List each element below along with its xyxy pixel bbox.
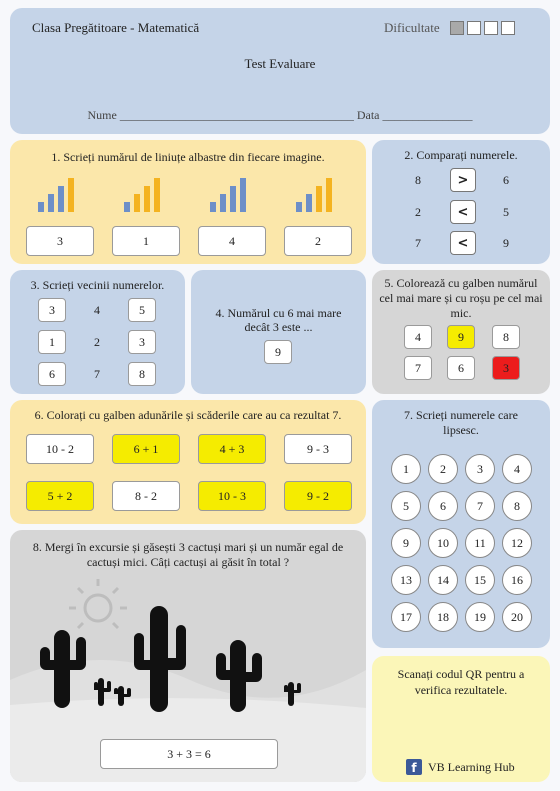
exercise-7-instruction: 7. Scrieți numerele care lipsesc. bbox=[404, 408, 518, 437]
number-circle[interactable]: 17 bbox=[391, 602, 421, 632]
compare-right: 9 bbox=[503, 236, 509, 250]
color-number-box[interactable]: 8 bbox=[492, 325, 520, 349]
number-circle[interactable]: 18 bbox=[428, 602, 458, 632]
number-circle[interactable]: 2 bbox=[428, 454, 458, 484]
number-circle[interactable]: 15 bbox=[465, 565, 495, 595]
neighbor-center: 7 bbox=[94, 367, 100, 381]
number-circle[interactable]: 9 bbox=[391, 528, 421, 558]
exercise-5-card bbox=[372, 270, 550, 394]
neighbor-box[interactable]: 3 bbox=[38, 298, 66, 322]
number-circle[interactable]: 8 bbox=[502, 491, 532, 521]
exercise-8-card bbox=[10, 530, 366, 782]
exercise-5-instruction: 5. Colorează cu galben numărul cel mai mare și cu roșu pe cel mai mic. bbox=[379, 276, 543, 320]
compare-sign[interactable]: < bbox=[450, 231, 476, 255]
blue-bar bbox=[210, 202, 216, 212]
difficulty-box bbox=[501, 21, 515, 35]
neighbor-box[interactable]: 6 bbox=[38, 362, 66, 386]
exercise-4-instruction: 4. Numărul cu 6 mai mare decât 3 este ... bbox=[215, 306, 342, 334]
blue-bar bbox=[124, 202, 130, 212]
expression-box[interactable]: 10 - 3 bbox=[198, 481, 266, 511]
exercise-2-card bbox=[372, 140, 550, 264]
exercise-1-instruction: 1. Scrieți numărul de liniuțe albastre din fiecare imagine. bbox=[51, 150, 325, 164]
neighbor-box[interactable]: 8 bbox=[128, 362, 156, 386]
header-card bbox=[10, 8, 550, 134]
number-circle[interactable]: 13 bbox=[391, 565, 421, 595]
expression-box[interactable]: 9 - 2 bbox=[284, 481, 352, 511]
color-number-box[interactable]: 3 bbox=[492, 356, 520, 380]
answer-box[interactable]: 1 bbox=[112, 226, 180, 256]
number-circle[interactable]: 7 bbox=[465, 491, 495, 521]
answer-box[interactable]: 9 bbox=[264, 340, 292, 364]
difficulty-label: Dificultate bbox=[384, 20, 440, 35]
yellow-bar bbox=[68, 178, 74, 212]
answer-box[interactable]: 4 bbox=[198, 226, 266, 256]
number-circle[interactable]: 6 bbox=[428, 491, 458, 521]
facebook-icon[interactable] bbox=[406, 759, 422, 775]
compare-sign[interactable]: > bbox=[450, 168, 476, 192]
exercise-8-instruction: 8. Mergi în excursie și găsești 3 cactuși mari și un număr egal de cactuși mici. Câți cactuși ai găsit în total ? bbox=[32, 540, 344, 569]
bar-image bbox=[38, 174, 82, 212]
compare-left: 8 bbox=[415, 173, 421, 187]
neighbor-box[interactable]: 1 bbox=[38, 330, 66, 354]
facebook-glyph: f bbox=[411, 761, 417, 775]
blue-bar bbox=[306, 194, 312, 212]
difficulty-box-filled bbox=[450, 21, 464, 35]
yellow-bar bbox=[144, 186, 150, 212]
number-circle[interactable]: 4 bbox=[502, 454, 532, 484]
expression-box[interactable]: 5 + 2 bbox=[26, 481, 94, 511]
blue-bar bbox=[296, 202, 302, 212]
name-date-line[interactable]: Nume _______________________________________ Data _______________ bbox=[87, 108, 473, 122]
yellow-bar bbox=[134, 194, 140, 212]
neighbor-box[interactable]: 3 bbox=[128, 330, 156, 354]
number-circle[interactable]: 11 bbox=[465, 528, 495, 558]
compare-left: 7 bbox=[415, 236, 421, 250]
expression-box[interactable]: 9 - 3 bbox=[284, 434, 352, 464]
expression-box[interactable]: 8 - 2 bbox=[112, 481, 180, 511]
subject-title: Clasa Pregătitoare - Matematică bbox=[32, 20, 200, 35]
blue-bar bbox=[220, 194, 226, 212]
compare-sign[interactable]: < bbox=[450, 200, 476, 224]
exercise-1-card bbox=[10, 140, 366, 264]
blue-bar bbox=[48, 194, 54, 212]
bar-image bbox=[210, 174, 254, 212]
number-circle[interactable]: 1 bbox=[391, 454, 421, 484]
neighbor-center: 2 bbox=[94, 335, 100, 349]
yellow-bar bbox=[154, 178, 160, 212]
number-circle[interactable]: 10 bbox=[428, 528, 458, 558]
exercise-3-instruction: 3. Scrieți vecinii numerelor. bbox=[30, 278, 165, 292]
blue-bar bbox=[230, 186, 236, 212]
number-circle[interactable]: 12 bbox=[502, 528, 532, 558]
answer-box[interactable]: 3 + 3 = 6 bbox=[100, 739, 278, 769]
blue-bar bbox=[240, 178, 246, 212]
neighbor-center: 4 bbox=[94, 303, 100, 317]
difficulty-box bbox=[467, 21, 481, 35]
number-circle[interactable]: 20 bbox=[502, 602, 532, 632]
exercise-4-card bbox=[191, 270, 366, 394]
qr-text: Scanați codul QR pentru a verifica rezultatele. bbox=[397, 667, 525, 697]
yellow-bar bbox=[316, 186, 322, 212]
number-circle[interactable]: 16 bbox=[502, 565, 532, 595]
compare-right: 5 bbox=[503, 205, 509, 219]
yellow-bar bbox=[326, 178, 332, 212]
blue-bar bbox=[58, 186, 64, 212]
compare-left: 2 bbox=[415, 205, 421, 219]
exercise-2-instruction: 2. Comparați numerele. bbox=[404, 148, 518, 162]
color-number-box[interactable]: 6 bbox=[447, 356, 475, 380]
answer-box[interactable]: 2 bbox=[284, 226, 352, 256]
number-circle[interactable]: 5 bbox=[391, 491, 421, 521]
expression-box[interactable]: 10 - 2 bbox=[26, 434, 94, 464]
number-circle[interactable]: 3 bbox=[465, 454, 495, 484]
exercise-3-card bbox=[10, 270, 185, 394]
expression-box[interactable]: 4 + 3 bbox=[198, 434, 266, 464]
bar-image bbox=[296, 174, 340, 212]
qr-card bbox=[372, 656, 550, 782]
exercise-6-card bbox=[10, 400, 366, 524]
answer-box[interactable]: 3 bbox=[26, 226, 94, 256]
blue-bar bbox=[38, 202, 44, 212]
bar-image bbox=[124, 174, 168, 212]
number-circle[interactable]: 19 bbox=[465, 602, 495, 632]
exercise-6-instruction: 6. Colorați cu galben adunările și scăderile care au ca rezultat 7. bbox=[34, 408, 342, 422]
number-circle[interactable]: 14 bbox=[428, 565, 458, 595]
compare-right: 6 bbox=[503, 173, 509, 187]
color-number-box[interactable]: 4 bbox=[404, 325, 432, 349]
expression-box[interactable]: 6 + 1 bbox=[112, 434, 180, 464]
difficulty-box bbox=[484, 21, 498, 35]
color-number-box[interactable]: 9 bbox=[447, 325, 475, 349]
exercise-7-card bbox=[372, 400, 550, 648]
brand-name[interactable]: VB Learning Hub bbox=[428, 760, 515, 774]
sun-icon bbox=[69, 579, 127, 628]
neighbor-box[interactable]: 5 bbox=[128, 298, 156, 322]
test-title: Test Evaluare bbox=[244, 56, 316, 71]
color-number-box[interactable]: 7 bbox=[404, 356, 432, 380]
